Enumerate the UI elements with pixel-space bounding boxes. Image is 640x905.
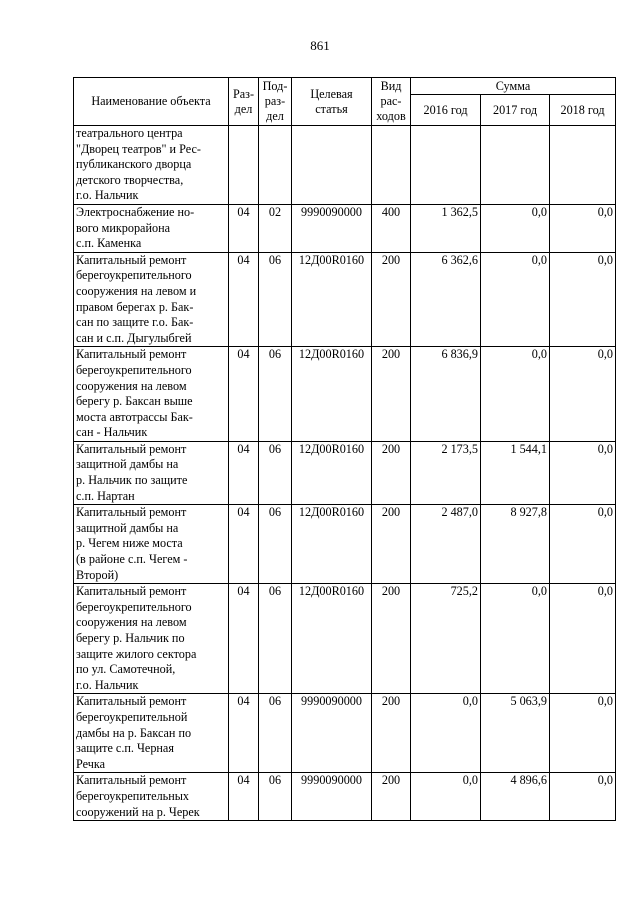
sum-2016-cell: 725,2: [411, 584, 481, 694]
header-target-line2: статья: [315, 101, 348, 116]
object-name-line: защите с.п. Черная: [76, 741, 174, 756]
object-name-line: моста автотрассы Бак-: [76, 409, 193, 424]
header-razdel-line2: дел: [234, 101, 253, 116]
header-expense-line2: рас-: [380, 94, 402, 108]
table-row: [74, 347, 616, 442]
razdel-cell: 04: [229, 204, 259, 252]
page-number: 861: [310, 38, 330, 53]
podrazdel-cell: 06: [259, 773, 292, 821]
table-row: [74, 773, 616, 821]
header-razdel-line1: Раз-: [232, 86, 255, 101]
expense-type-cell: 200: [372, 252, 411, 347]
expense-type-cell: [372, 126, 411, 205]
header-year-2016: 2016 год: [411, 95, 481, 126]
object-name-line: Второй): [76, 567, 119, 582]
podrazdel-cell: 06: [259, 584, 292, 694]
sum-2016-cell: 2 173,5: [411, 441, 481, 504]
table-row: [74, 204, 616, 252]
table-row: [74, 126, 616, 205]
object-name-line: по ул. Самотечной,: [76, 662, 176, 677]
object-name-line: театрального центра: [76, 126, 183, 140]
sum-2018-cell: 0,0: [550, 252, 616, 347]
sum-2017-cell: 8 927,8: [481, 505, 550, 584]
podrazdel-cell: 06: [259, 347, 292, 442]
object-name-line: дамбы на р. Баксан по: [76, 725, 192, 740]
razdel-cell: 04: [229, 773, 259, 821]
sum-2017-cell: 4 896,6: [481, 773, 550, 821]
sum-2018-cell: 0,0: [550, 347, 616, 442]
header-podrazdel-line3: дел: [266, 109, 284, 123]
object-name-line: Капитальный ремонт: [76, 347, 187, 362]
expense-type-cell: 200: [372, 441, 411, 504]
object-name-line: защите жилого сектора: [76, 646, 197, 661]
target-article-cell: 12Д00R0160: [292, 505, 372, 584]
object-name-cell: [74, 126, 229, 205]
object-name-line: берегоукрепительных: [76, 788, 190, 803]
header-name: Наименование объекта: [74, 78, 229, 126]
object-name-cell: [74, 441, 229, 504]
object-name-line: правом берегах р. Бак-: [76, 299, 194, 314]
object-name-line: г.о. Нальчик: [76, 188, 139, 203]
sum-2017-cell: 0,0: [481, 584, 550, 694]
sum-2018-cell: 0,0: [550, 505, 616, 584]
object-name-cell: [74, 347, 229, 442]
object-name-line: вого микрорайона: [76, 220, 170, 235]
razdel-cell: 04: [229, 252, 259, 347]
sum-2018-cell: 0,0: [550, 204, 616, 252]
object-name-line: берегу р. Баксан выше: [76, 394, 193, 409]
object-name-line: Капитальный ремонт: [76, 694, 187, 709]
table-row: [74, 505, 616, 584]
table-row: [74, 584, 616, 694]
object-name-line: Капитальный ремонт: [76, 441, 187, 456]
header-expense-line3: ходов: [376, 109, 406, 123]
header-year-2018: 2018 год: [550, 95, 616, 126]
header-sum: Сумма: [411, 78, 616, 95]
razdel-cell: 04: [229, 347, 259, 442]
podrazdel-cell: [259, 126, 292, 205]
object-name-line: сооружения на левом и: [76, 283, 197, 298]
podrazdel-cell: 06: [259, 505, 292, 584]
sum-2017-cell: [481, 126, 550, 205]
object-name-line: г.о. Нальчик: [76, 677, 139, 692]
sum-2018-cell: 0,0: [550, 694, 616, 773]
object-name-line: сооружения на левом: [76, 378, 187, 393]
object-name-line: сооружения на левом: [76, 615, 187, 630]
object-name-line: сан по защите г.о. Бак-: [76, 315, 194, 330]
object-name-line: детского творчества,: [76, 172, 184, 187]
header-expense: [372, 78, 411, 126]
target-article-cell: 9990090000: [292, 773, 372, 821]
object-name-line: сан и с.п. Дыгулыбгей: [76, 330, 192, 345]
object-name-line: Капитальный ремонт: [76, 505, 187, 520]
sum-2016-cell: 0,0: [411, 773, 481, 821]
object-name-line: берегоукрепительного: [76, 362, 192, 377]
podrazdel-cell: 02: [259, 204, 292, 252]
object-name-line: Капитальный ремонт: [76, 584, 187, 599]
budget-table: [73, 77, 616, 821]
sum-2017-cell: 0,0: [481, 204, 550, 252]
object-name-line: сан - Нальчик: [76, 425, 148, 440]
sum-2016-cell: 6 836,9: [411, 347, 481, 442]
object-name-cell: [74, 204, 229, 252]
object-name-cell: [74, 252, 229, 347]
target-article-cell: 9990090000: [292, 694, 372, 773]
razdel-cell: 04: [229, 584, 259, 694]
razdel-cell: 04: [229, 441, 259, 504]
object-name-line: "Дворец театров" и Рес-: [76, 141, 201, 156]
object-name-line: р. Чегем ниже моста: [76, 536, 183, 551]
object-name-line: сооружений на р. Черек: [76, 804, 200, 819]
expense-type-cell: 200: [372, 694, 411, 773]
header-podrazdel-line1: Под-: [262, 79, 288, 93]
target-article-cell: 12Д00R0160: [292, 441, 372, 504]
object-name-line: с.п. Нартан: [76, 488, 135, 503]
sum-2016-cell: 2 487,0: [411, 505, 481, 584]
sum-2016-cell: 0,0: [411, 694, 481, 773]
podrazdel-cell: 06: [259, 252, 292, 347]
target-article-cell: [292, 126, 372, 205]
object-name-cell: [74, 584, 229, 694]
object-name-line: берегоукрепительной: [76, 709, 188, 724]
razdel-cell: [229, 126, 259, 205]
table-row: [74, 694, 616, 773]
object-name-cell: [74, 694, 229, 773]
header-target: [292, 78, 372, 126]
sum-2017-cell: 0,0: [481, 347, 550, 442]
object-name-line: с.п. Каменка: [76, 236, 142, 251]
sum-2017-cell: 1 544,1: [481, 441, 550, 504]
expense-type-cell: 400: [372, 204, 411, 252]
object-name-line: берегоукрепительного: [76, 268, 192, 283]
sum-2017-cell: 0,0: [481, 252, 550, 347]
object-name-cell: [74, 773, 229, 821]
sum-2016-cell: 1 362,5: [411, 204, 481, 252]
object-name-cell: [74, 505, 229, 584]
sum-2017-cell: 5 063,9: [481, 694, 550, 773]
table-body: [74, 126, 616, 821]
object-name-line: защитной дамбы на: [76, 520, 179, 535]
target-article-cell: 12Д00R0160: [292, 252, 372, 347]
header-year-2017: 2017 год: [481, 95, 550, 126]
object-name-line: берегу р. Нальчик по: [76, 631, 185, 645]
podrazdel-cell: 06: [259, 441, 292, 504]
object-name-line: Электроснабжение но-: [76, 204, 195, 219]
header-podrazdel-line2: раз-: [264, 94, 286, 108]
sum-2016-cell: [411, 126, 481, 205]
object-name-line: р. Нальчик по защите: [76, 473, 188, 488]
header-razdel: [229, 78, 259, 126]
table-row: [74, 252, 616, 347]
razdel-cell: 04: [229, 505, 259, 584]
target-article-cell: 12Д00R0160: [292, 584, 372, 694]
object-name-line: Речка: [76, 756, 105, 771]
object-name-line: Капитальный ремонт: [76, 252, 187, 267]
sum-2018-cell: [550, 126, 616, 205]
object-name-line: публиканского дворца: [76, 157, 192, 172]
sum-2018-cell: 0,0: [550, 584, 616, 694]
expense-type-cell: 200: [372, 773, 411, 821]
expense-type-cell: 200: [372, 584, 411, 694]
header-podrazdel: [259, 78, 292, 126]
header-target-line1: Целевая: [310, 86, 353, 101]
target-article-cell: 9990090000: [292, 204, 372, 252]
razdel-cell: 04: [229, 694, 259, 773]
object-name-line: берегоукрепительного: [76, 599, 192, 614]
header-expense-line1: Вид: [380, 79, 402, 93]
table-row: [74, 441, 616, 504]
object-name-line: Капитальный ремонт: [76, 773, 187, 788]
expense-type-cell: 200: [372, 505, 411, 584]
expense-type-cell: 200: [372, 347, 411, 442]
object-name-line: (в районе с.п. Чегем -: [76, 552, 188, 567]
sum-2016-cell: 6 362,6: [411, 252, 481, 347]
target-article-cell: 12Д00R0160: [292, 347, 372, 442]
object-name-line: защитной дамбы на: [76, 457, 179, 472]
sum-2018-cell: 0,0: [550, 441, 616, 504]
podrazdel-cell: 06: [259, 694, 292, 773]
sum-2018-cell: 0,0: [550, 773, 616, 821]
